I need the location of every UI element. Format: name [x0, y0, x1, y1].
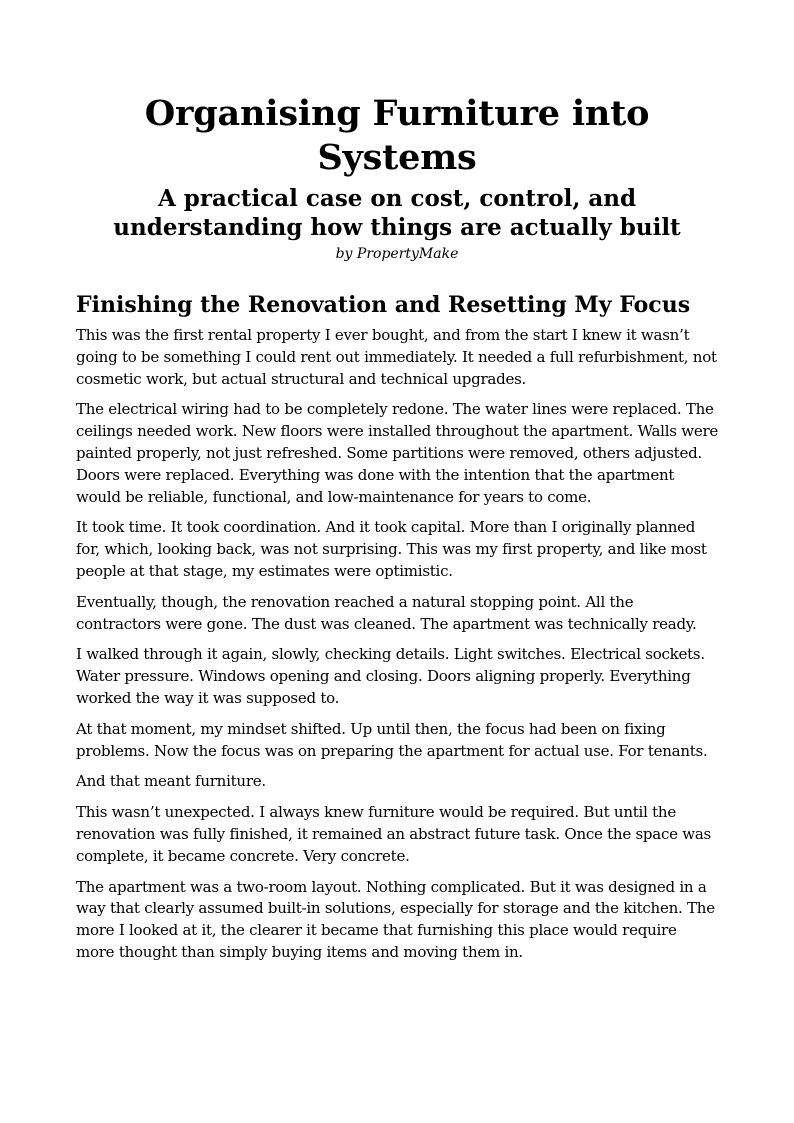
section-heading: Finishing the Renovation and Resetting My Focus — [76, 292, 691, 318]
paragraph: It took time. It took coordination. And it took capital. More than I originally planned for, which, looking back, was not surprising. This was my first property, and like most people at that stage, my estimates were optimistic. — [76, 518, 707, 580]
section-body — [76, 325, 718, 964]
document-title: Organising Furniture into Systems — [144, 93, 650, 178]
paragraph: Eventually, though, the renovation reached a natural stopping point. All the contractors were gone. The dust was cleaned. The apartment was technically ready. — [76, 592, 697, 633]
document-subtitle: A practical case on cost, control, and understanding how things are actually built — [113, 185, 681, 241]
author-byline: by PropertyMake — [335, 246, 459, 262]
paragraph: I walked through it again, slowly, checking details. Light switches. Electrical sockets. Water pressure. Windows opening and closing. Doors aligning properly. Everything worked the way it was supposed to. — [76, 645, 705, 707]
paragraph: This was the first rental property I ever bought, and from the start I knew it wasn’t going to be something I could rent out immediately. It needed a full refurbishment, not cosmetic work, but actual structural and technical upgrades. — [76, 326, 717, 388]
paragraph: At that moment, my mindset shifted. Up until then, the focus had been on fixing problems. Now the focus was on preparing the apartment for actual use. For tenants. — [76, 719, 708, 760]
paragraph: And that meant furniture. — [76, 772, 266, 791]
paragraph: This wasn’t unexpected. I always knew furniture would be required. But until the renovation was fully finished, it remained an abstract future task. Once the space was complete, it became concrete. Very concrete. — [76, 803, 711, 865]
paragraph: The electrical wiring had to be completely redone. The water lines were replaced. The ceilings needed work. New floors were installed throughout the apartment. Walls were painted properly, not just refreshed. Some partitions were removed, others adjusted. Doors were replaced. Everything was done with the intention that the apartment would be reliable, functional, and low-maintenance for years to come. — [76, 400, 719, 506]
paragraph: The apartment was a two-room layout. Nothing complicated. But it was designed in a way that clearly assumed built-in solutions, especially for storage and the kitchen. The more I looked at it, the clearer it became that furnishing this place would require more thought than simply buying items and moving them in. — [76, 877, 715, 961]
